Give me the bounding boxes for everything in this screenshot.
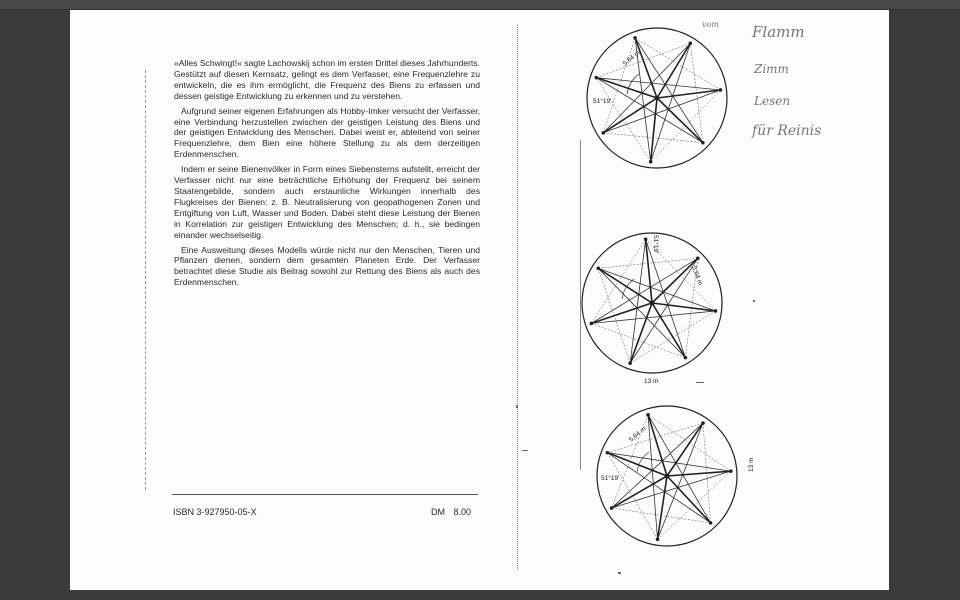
scan-speck [753, 300, 755, 302]
star-spoke [657, 43, 690, 98]
center-point [655, 96, 660, 101]
angle-label: 51°19' [652, 235, 659, 254]
diameter-label: 13 m [748, 457, 755, 472]
hive-marker [601, 131, 605, 135]
blurb-text [174, 58, 480, 292]
blurb-paragraph-1: »Alles Schwingt!« sagte Lachowskij schon im ersten Drittel dieses Jahrhunderts. Gestützt auf diesen Kernsatz, gelingt es dem Verfasser, eine Frequenzlehre zu entwickeln, die es ihm ermöglicht, die Frequenz des Biens zu erfassen und dessen geistige Entwicklung zu erkennen und zu verstehen. [174, 58, 480, 101]
center-point [665, 474, 670, 479]
hive-marker [714, 309, 718, 313]
star-edge [658, 423, 703, 539]
handwritten-line-1: Flamm [752, 23, 805, 41]
center-fold-line [517, 25, 518, 570]
scan-speck [618, 572, 621, 574]
star-edge [596, 78, 703, 143]
star-edge [607, 453, 710, 523]
hive-marker [596, 266, 600, 270]
scan-speck [696, 382, 704, 383]
hive-marker [729, 469, 733, 473]
star-edge [612, 423, 703, 508]
hive-marker [595, 76, 599, 80]
star-spoke [652, 303, 716, 311]
blurb-paragraph-4: Eine Ausweitung dieses Modells würde nicht nur den Menschen, Tieren und Pflanzen dienen, sondern dem gesamten Planeten Erde. Der Verfasser betrachtet diese Studie als Beitrag sowohl zur Rettung des Biens als auch des Erdenmenschen. [174, 244, 480, 288]
angle-label: 51°19' [593, 98, 612, 105]
hive-marker [649, 160, 653, 164]
handwritten-line-2: Zimm [754, 62, 789, 76]
star-spoke [598, 268, 652, 303]
hive-marker [684, 356, 688, 360]
heptagram-diagram-bottom [595, 400, 765, 550]
hive-marker [628, 361, 632, 365]
blurb-paragraph-2: Aufgrund seiner eigenen Erfahrungen als Hobby-Imker versucht der Verfasser, eine Verbindung herzustellen zwischen der geistigen Leistung des Biens und der geistigen Entwicklung des Menschen. Dabei weist er, ableitend von seiner Frequenzlehre, dem Bien eine höhere Stellung zu als dem derzeitigen Erdenmenschen. [174, 105, 480, 160]
hive-marker [590, 322, 594, 326]
star-spoke [648, 415, 667, 476]
star-edge [591, 258, 697, 323]
star-spoke [667, 471, 731, 476]
star-edge [603, 43, 690, 132]
star-edge [607, 453, 730, 472]
scan-speck [516, 405, 518, 408]
star-edge [648, 415, 657, 539]
hive-marker [644, 238, 648, 242]
star-spoke [612, 476, 667, 508]
angle-arc [622, 279, 634, 299]
handwritten-line-4: für Reinis [752, 123, 822, 139]
handwritten-notes [690, 15, 880, 145]
isbn-number: ISBN 3-927950-05-X [173, 507, 257, 517]
scanned-page [70, 10, 889, 590]
diameter-label: 13 m [644, 378, 659, 385]
price-label: DM 8.00 [431, 507, 472, 517]
side-length-label: 5,64 m [627, 425, 648, 444]
hive-marker [701, 421, 705, 425]
side-length-label: 5,64 m [621, 49, 642, 68]
star-edge [630, 258, 698, 363]
hive-marker [696, 257, 700, 261]
center-point [650, 301, 655, 306]
star-edge [630, 239, 645, 363]
hive-marker [656, 537, 660, 541]
star-edge [612, 471, 731, 508]
handwritten-line-3: Lesen [754, 94, 791, 108]
footer-rule [172, 494, 478, 495]
angle-label: 51°19' [601, 475, 620, 482]
seven-point-star [606, 413, 733, 541]
star-edge [648, 415, 710, 523]
star-spoke [652, 303, 685, 358]
hive-marker [633, 36, 637, 40]
blurb-paragraph-3: Indem er seine Bienenvölker in Form eines Siebensterns aufstellt, erreicht der Verfasser nicht nur eine beträchtliche Erhöhung der Frequenz bei seinem Staatengebilde, sondern auch erstaunliche Wirkungen innerhalb des Flugkreises der Bienen: z. B. Neutralisierung von geopathogenen Zonen und Entgiftung von Luft, Wasser und Boden. Dabei steht diese Leistung der Bienen in Korrelation zur geistigen Entwicklung des Menschen; d. h., sie bedingen einander wechselseitig. [174, 164, 480, 240]
left-edge-mark [145, 70, 146, 490]
star-spoke [603, 98, 657, 133]
side-length-label: 5,64 m [690, 265, 704, 287]
star-spoke [658, 476, 667, 539]
viewer-top-bar [0, 0, 960, 10]
hive-marker [646, 413, 650, 417]
heptagram-diagram-middle [580, 225, 730, 390]
scan-speck [522, 450, 528, 451]
hive-marker [709, 521, 713, 525]
star-edge [598, 268, 685, 357]
seven-point-star [590, 238, 718, 365]
handwritten-note-small: vom [702, 20, 719, 29]
hive-marker [606, 451, 610, 455]
hive-marker [610, 506, 614, 510]
